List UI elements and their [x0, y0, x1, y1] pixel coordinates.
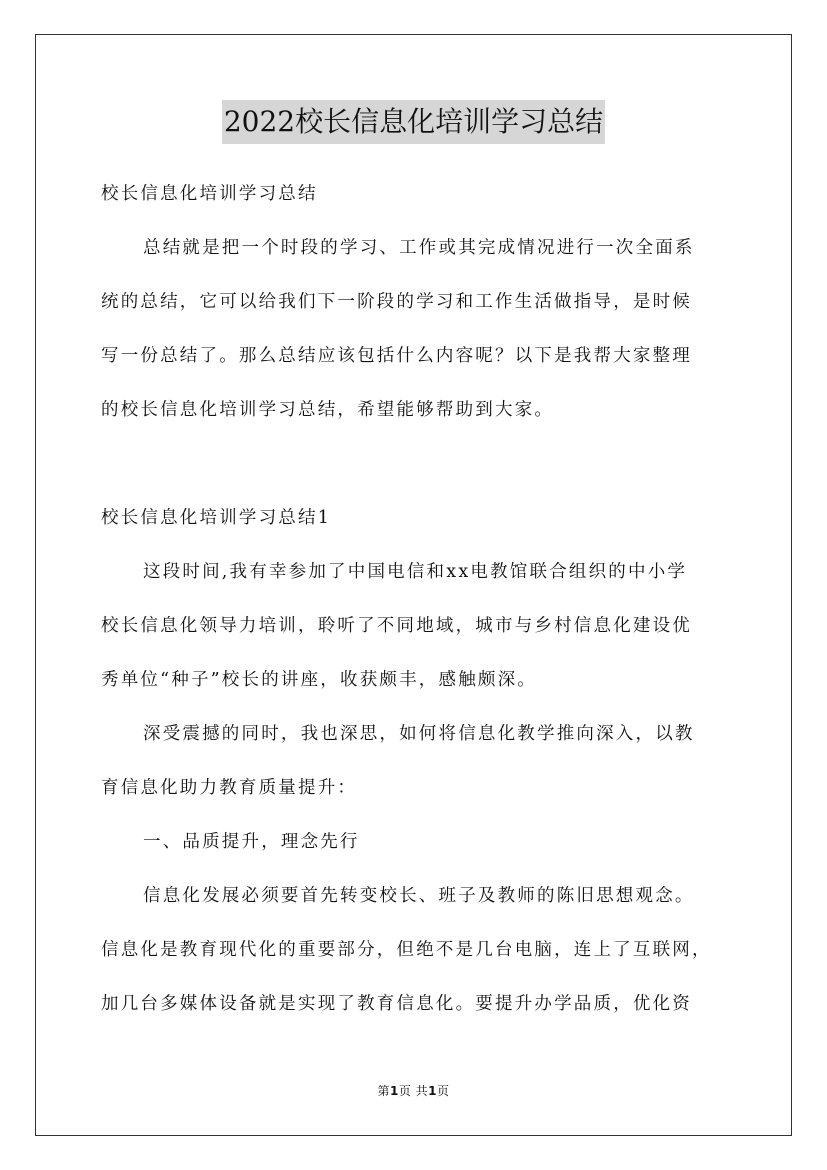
intro-line-1: 总结就是把一个时段的学习、工作或其完成情况进行一次全面系 [143, 238, 695, 258]
para2-line-2: 育信息化助力教育质量提升： [101, 778, 358, 798]
footer-page-number: 1 [389, 1084, 399, 1098]
title-container [0, 100, 827, 144]
footer-prefix: 第 [377, 1084, 390, 1098]
page-footer [0, 1082, 827, 1100]
intro-line-2: 统的总结，它可以给我们下一阶段的学习和工作生活做指导，是时候 [101, 292, 692, 312]
intro-line-4: 的校长信息化培训学习总结，希望能够帮助到大家。 [101, 400, 555, 420]
para3-line-2: 信息化是教育现代化的重要部分，但绝不是几台电脑，连上了互联网， [101, 940, 712, 960]
footer-total-pages: 1 [428, 1084, 438, 1098]
document-title: 2022校长信息化培训学习总结 [222, 100, 605, 144]
section-heading: 校长信息化培训学习总结1 [101, 508, 332, 528]
footer-middle: 页 共 [398, 1084, 429, 1098]
para1-line-2: 校长信息化领导力培训，聆听了不同地域，城市与乡村信息化建设优 [101, 616, 692, 636]
footer-suffix: 页 [437, 1084, 450, 1098]
intro-line-3: 写一份总结了。那么总结应该包括什么内容呢？以下是我帮大家整理 [101, 346, 692, 366]
point1-heading: 一、品质提升，理念先行 [143, 832, 360, 852]
para1-line-1: 这段时间,我有幸参加了中国电信和xx电教馆联合组织的中小学 [143, 562, 688, 582]
para3-line-3: 加几台多媒体设备就是实现了教育信息化。要提升办学品质，优化资 [101, 994, 692, 1014]
para1-line-3: 秀单位“种子”校长的讲座，收获颇丰，感触颇深。 [101, 670, 537, 690]
subtitle: 校长信息化培训学习总结 [101, 184, 318, 204]
para2-line-1: 深受震撼的同时，我也深思，如何将信息化教学推向深入，以教 [143, 724, 695, 744]
para3-line-1: 信息化发展必须要首先转变校长、班子及教师的陈旧思想观念。 [143, 886, 695, 906]
